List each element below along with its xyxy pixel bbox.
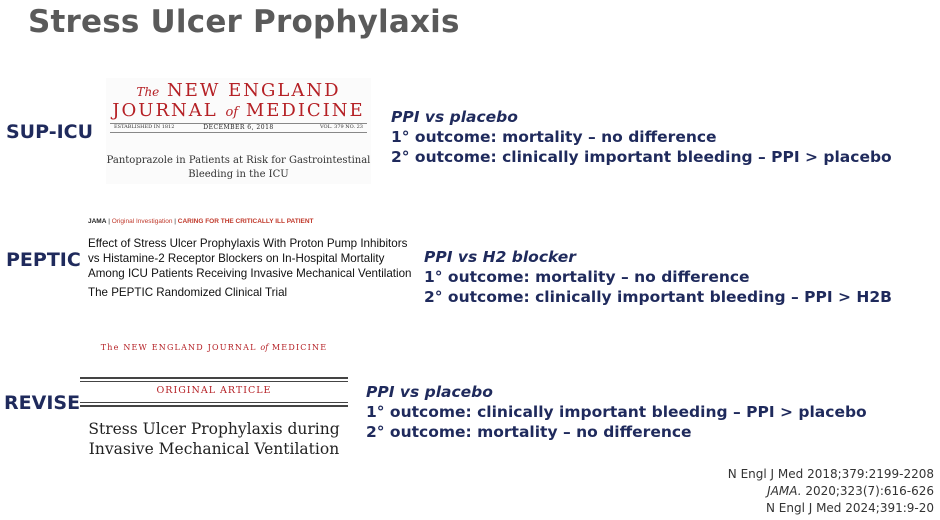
jama-header: JAMA | Original Investigation | CARING FOR THE CRITICALLY ILL PATIENT xyxy=(88,218,314,225)
trial-label-revise: REVISE xyxy=(4,392,81,414)
primary-outcome: 1° outcome: mortality – no difference xyxy=(391,128,717,146)
comparison-text: PPI vs H2 blocker xyxy=(424,248,576,266)
nejm-2024-article-thumbnail xyxy=(80,343,348,461)
trial-label-peptic: PEPTIC xyxy=(6,249,81,271)
article-title: Stress Ulcer Prophylaxis during Invasive Mechanical Ventilation xyxy=(88,420,340,458)
article-title: Effect of Stress Ulcer Prophylaxis With Proton Pump Inhibitors vs Histamine-2 Receptor Blockers on In-Hospital Mortality Among ICU Patients Receiving Invasive Mechanical Ventilation xyxy=(88,237,412,280)
reference-1: N Engl J Med 2018;379:2199-2208 xyxy=(727,467,934,481)
article-subtitle: The PEPTIC Randomized Clinical Trial xyxy=(88,286,288,299)
issue-date: DECEMBER 6, 2018 xyxy=(203,124,274,131)
nejm-masthead-line1: The NEW ENGLAND xyxy=(136,80,341,101)
references xyxy=(728,466,934,517)
secondary-outcome: 2° outcome: clinically important bleeding – PPI > placebo xyxy=(391,148,892,166)
reference-2: JAMA. 2020;323(7):616-626 xyxy=(767,484,934,498)
secondary-outcome: 2° outcome: mortality – no difference xyxy=(366,423,692,441)
comparison-text: PPI vs placebo xyxy=(391,108,518,126)
trial-label-sup-icu: SUP-ICU xyxy=(6,121,94,143)
masthead-rule xyxy=(80,377,348,379)
masthead-rule xyxy=(110,132,367,133)
nejm-2018-article-thumbnail xyxy=(106,78,371,184)
comparison-text: PPI vs placebo xyxy=(366,383,493,401)
original-article-label: ORIGINAL ARTICLE xyxy=(156,385,272,396)
volume-text: VOL. 379 NO. 23 xyxy=(320,124,363,130)
secondary-outcome: 2° outcome: clinically important bleeding – PPI > H2B xyxy=(424,288,892,306)
masthead-rule xyxy=(80,402,348,403)
sup-icu-summary xyxy=(391,107,892,167)
primary-outcome: 1° outcome: clinically important bleeding – PPI > placebo xyxy=(366,403,867,421)
article-title: Pantoprazole in Patients at Risk for Gastrointestinal Bleeding in the ICU xyxy=(106,155,371,180)
nejm-masthead-line2: JOURNAL of MEDICINE xyxy=(112,100,365,121)
reference-3: N Engl J Med 2024;391:9-20 xyxy=(765,501,934,515)
jama-2020-article-thumbnail xyxy=(86,218,416,308)
nejm-masthead: The NEW ENGLAND JOURNAL of MEDICINE xyxy=(100,343,328,352)
revise-summary xyxy=(366,382,867,442)
slide-title: Stress Ulcer Prophylaxis xyxy=(28,4,460,40)
established-text: ESTABLISHED IN 1812 xyxy=(114,124,175,130)
primary-outcome: 1° outcome: mortality – no difference xyxy=(424,268,750,286)
masthead-rule xyxy=(80,381,348,382)
peptic-summary xyxy=(424,247,892,307)
masthead-rule xyxy=(80,405,348,407)
